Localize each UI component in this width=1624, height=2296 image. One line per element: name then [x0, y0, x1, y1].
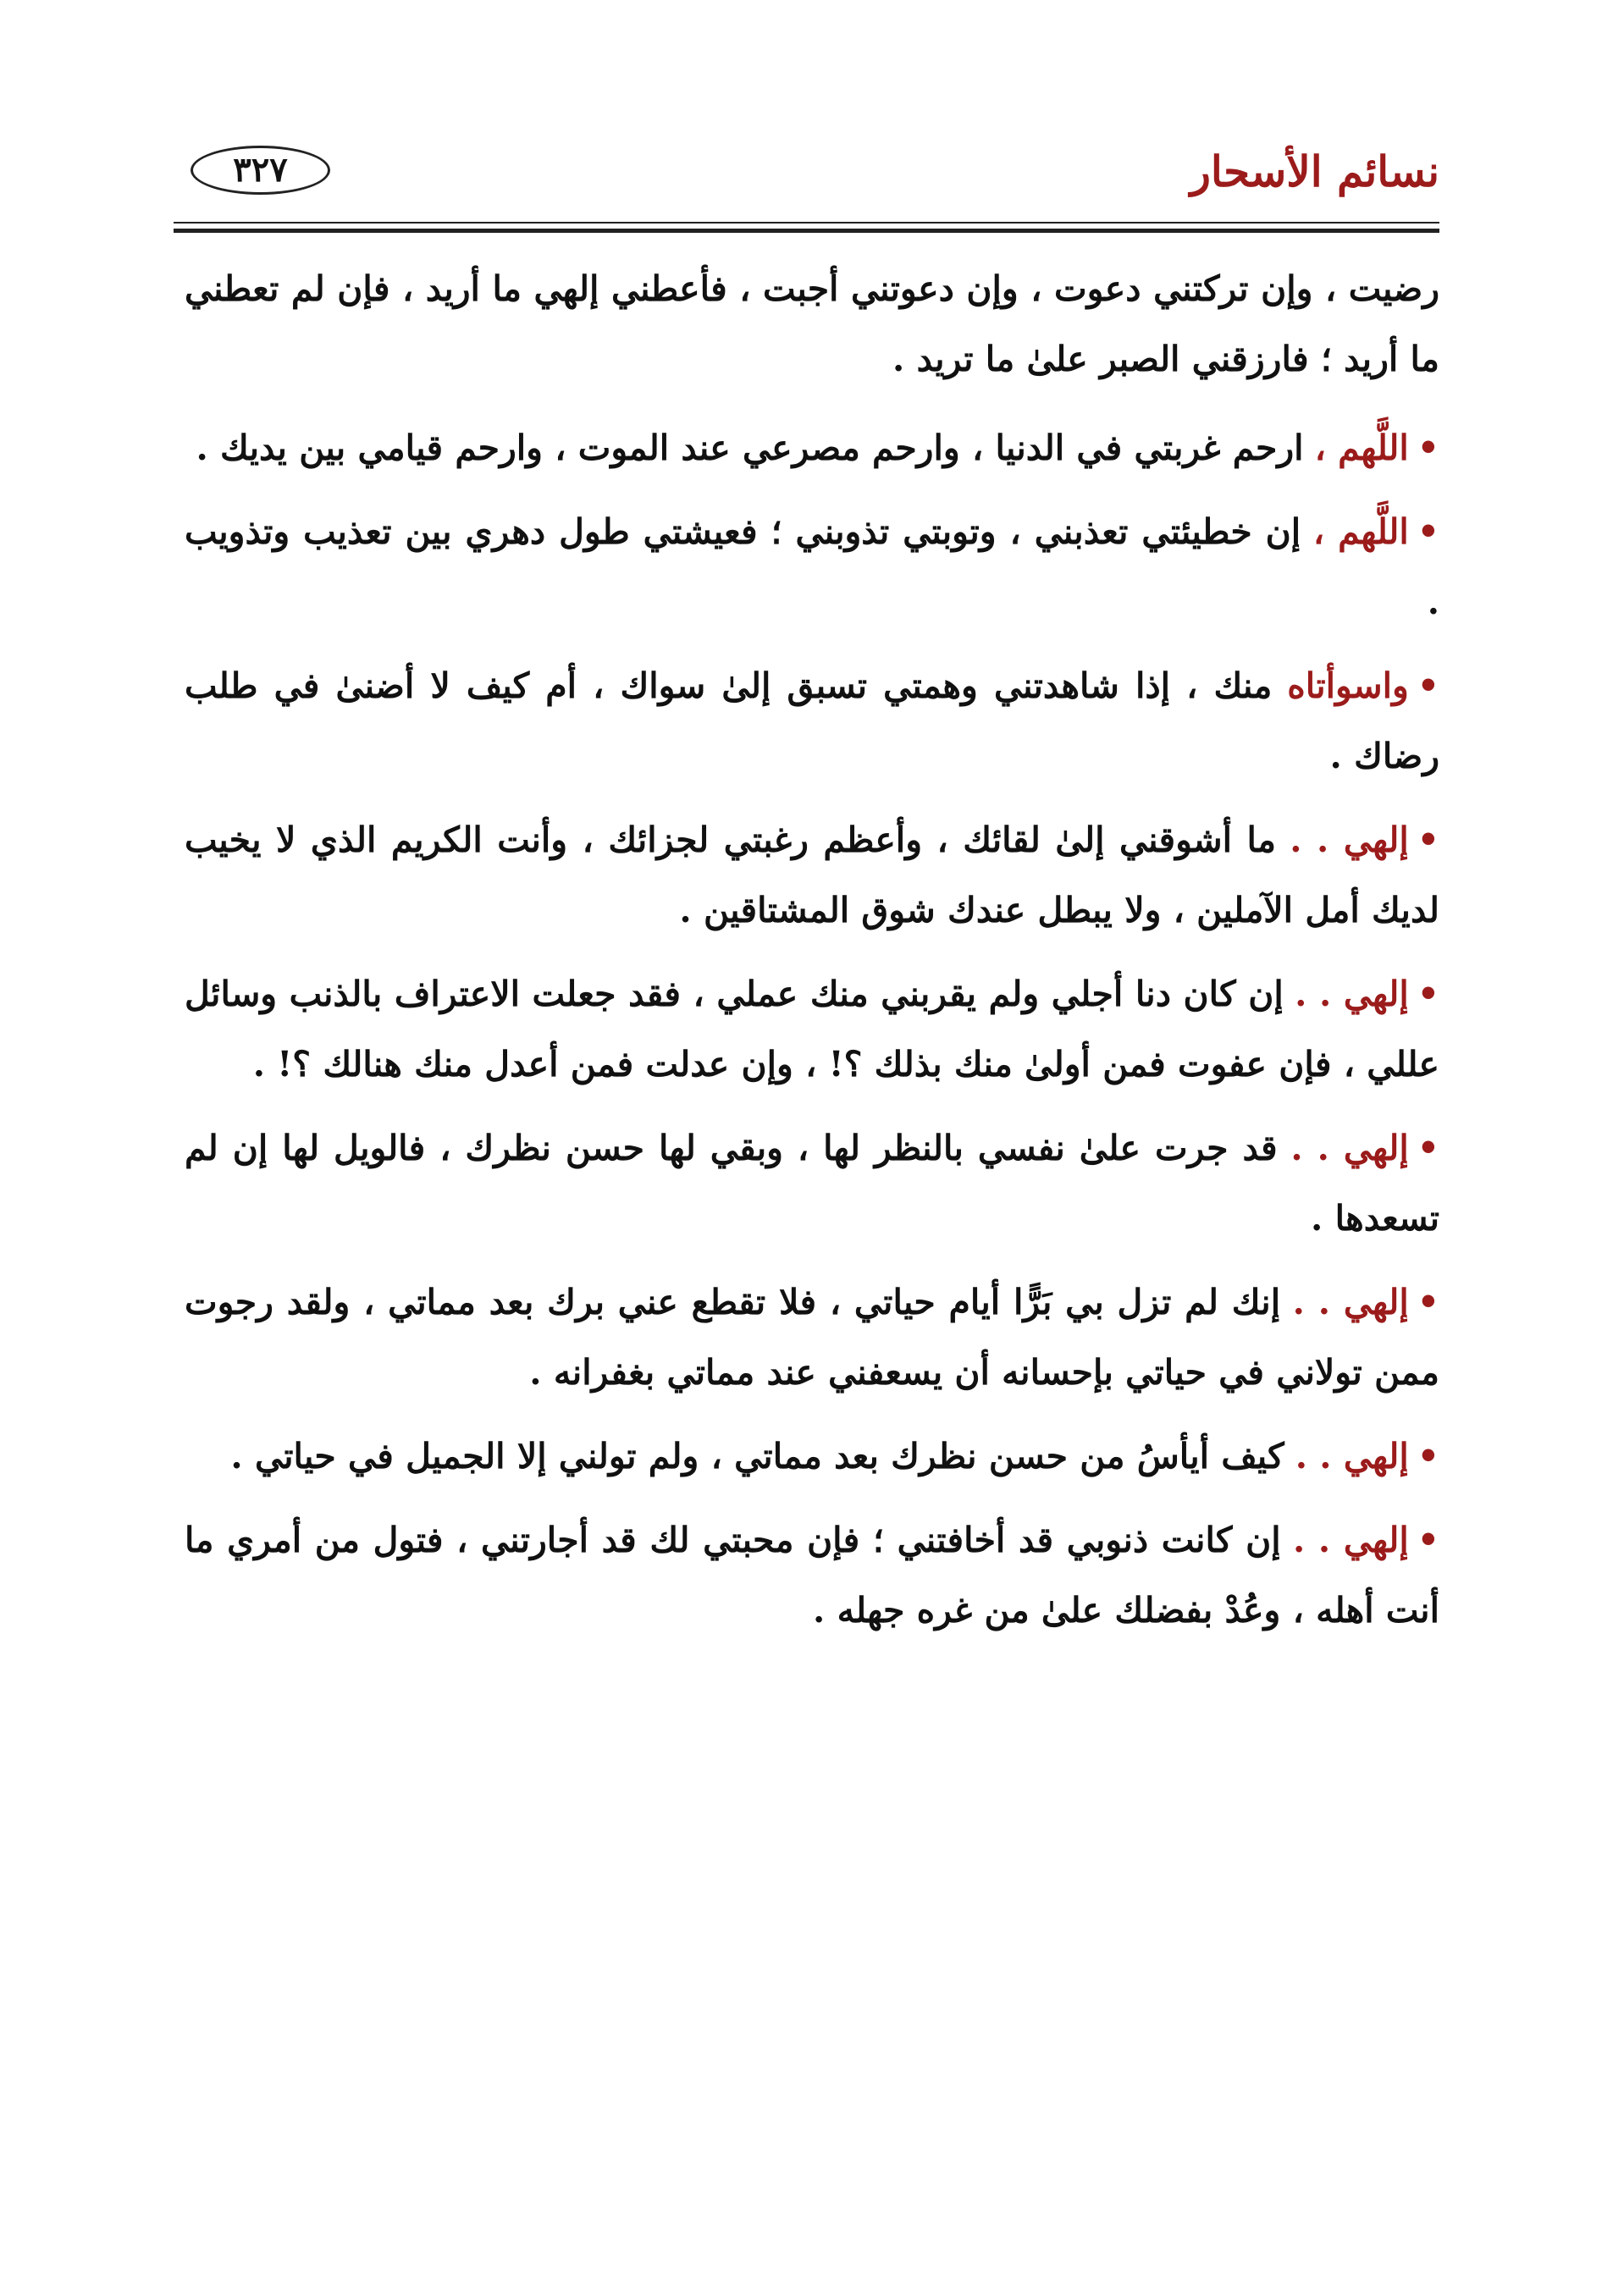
header-rule-thick	[174, 229, 1439, 233]
page-number: ٣٢٧	[191, 146, 330, 195]
paragraph-text: إن خطيئتي تعذبني ، وتوبتي تذوبني ؛ فعيشتي طول دهري بين تعذيب وتذويب .	[185, 511, 1439, 622]
page-header	[174, 127, 1439, 224]
paragraph-text: ارحم غربتي في الدنيا ، وارحم مصرعي عند الموت ، وارحم قيامي بين يديك .	[196, 428, 1304, 468]
paragraph-text: إن كان دنا أجلي ولم يقربني منك عملي ، فقد جعلت الاعتراف بالذنب وسائل عللي ، فإن عفوت فمن أولىٰ منك بذلك ؟! ، وإن عدلت فمن أعدل منك هنالك ؟! .	[185, 974, 1439, 1085]
paragraph	[185, 1113, 1439, 1254]
paragraph-text: إن كانت ذنوبي قد أخافتني ؛ فإن محبتي لك قد أجارتني ، فتول من أمري ما أنت أهله ، وعُدْ بفضلك علىٰ من غره جهله .	[185, 1520, 1439, 1631]
header-rule-thin	[174, 222, 1439, 224]
paragraph-lead: إلهي . .	[1295, 1436, 1409, 1476]
bullet-icon: •	[1417, 511, 1439, 552]
paragraph-lead: واسوأتاه	[1287, 665, 1409, 706]
paragraph-text: رضيت ، وإن تركتني دعوت ، وإن دعوتني أجبت ، فأعطني إلهي ما أريد ، فإن لم تعطني ما أريد ؛ فارزقني الصبر علىٰ ما تريد .	[185, 268, 1439, 379]
paragraph	[185, 1421, 1439, 1492]
paragraph-text: كيف أيأسُ من حسن نظرك بعد مماتي ، ولم تولني إلا الجميل في حياتي .	[230, 1436, 1284, 1476]
bullet-icon: •	[1417, 665, 1439, 706]
book-title: نسائم الأسحار	[1190, 146, 1439, 196]
paragraph	[185, 805, 1439, 946]
paragraph-lead: إلهي . .	[1295, 974, 1409, 1014]
paragraph-lead: إلهي . .	[1290, 1128, 1409, 1168]
paragraph	[185, 1505, 1439, 1646]
paragraph	[185, 413, 1439, 483]
paragraph-text: ما أشوقني إلىٰ لقائك ، وأعظم رغبتي لجزائك ، وأنت الكريم الذي لا يخيب لديك أمل الآملين ، ولا يبطل عندك شوق المشتاقين .	[185, 820, 1439, 930]
bullet-icon: •	[1417, 1282, 1439, 1322]
paragraph-text: منك ، إذا شاهدتني وهمتي تسبق إلىٰ سواك ، أم كيف لا أضنىٰ في طلب رضاك .	[185, 665, 1439, 776]
paragraph	[185, 1267, 1439, 1408]
paragraph	[185, 254, 1439, 395]
page-content	[185, 254, 1439, 1659]
paragraph	[185, 959, 1439, 1100]
bullet-icon: •	[1417, 1436, 1439, 1476]
paragraph-lead: اللَّهم ،	[1312, 511, 1409, 552]
paragraph-lead: إلهي . .	[1290, 820, 1409, 860]
bullet-icon: •	[1417, 1520, 1439, 1560]
paragraph-text: قد جرت علىٰ نفسي بالنظر لها ، وبقي لها حسن نظرك ، فالويل لها إن لم تسعدها .	[185, 1128, 1439, 1239]
paragraph	[185, 497, 1439, 637]
paragraph-text: إنك لم تزل بي بَرًّا أيام حياتي ، فلا تقطع عني برك بعد مماتي ، ولقد رجوت ممن تولاني في حياتي بإحسانه أن يسعفني عند مماتي بغفرانه .	[185, 1282, 1439, 1393]
paragraph-lead: اللَّهم ،	[1314, 428, 1409, 468]
paragraph-lead: إلهي . .	[1293, 1520, 1409, 1560]
bullet-icon: •	[1417, 974, 1439, 1014]
paragraph	[185, 651, 1439, 792]
bullet-icon: •	[1417, 1128, 1439, 1168]
bullet-icon: •	[1417, 820, 1439, 860]
paragraph-lead: إلهي . .	[1292, 1282, 1409, 1322]
bullet-icon: •	[1417, 428, 1439, 468]
